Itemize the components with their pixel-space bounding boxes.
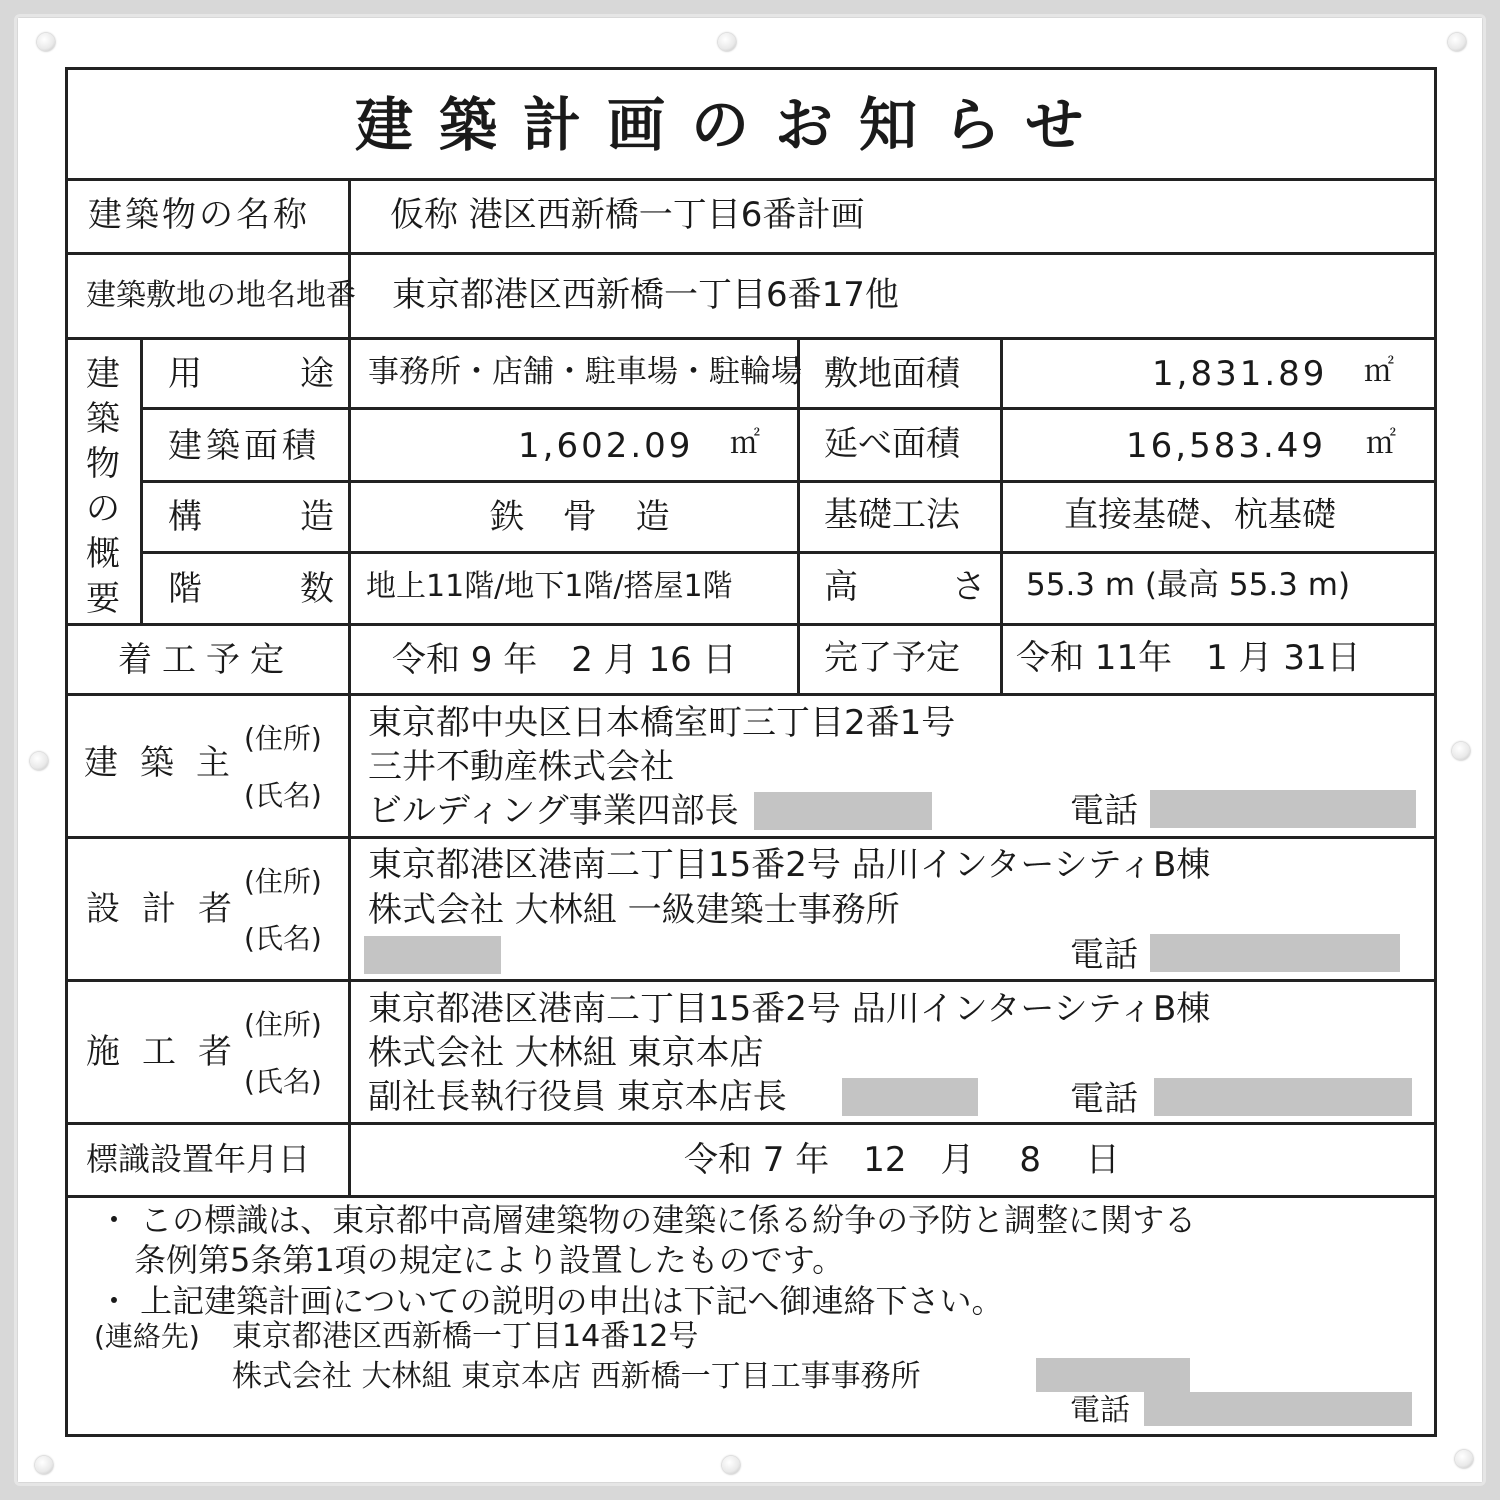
redacted-name (754, 792, 932, 830)
row-divider (65, 979, 1437, 982)
owner-line-1: 東京都中央区日本橋室町三丁目2番1号 (368, 703, 956, 743)
start-value: 令和 9 年 2 月 16 日 (392, 640, 737, 680)
floors-label: 階 数 (168, 569, 366, 609)
structure-label: 構 造 (168, 497, 366, 537)
note-1-line-2: 条例第5条第1項の規定により設置したものです。 (134, 1241, 845, 1279)
building-name-value: 仮称 港区西新橋一丁目6番計画 (390, 195, 865, 235)
redacted-name (364, 936, 501, 974)
rivet (1452, 742, 1470, 760)
overview-label: 建築物の概要 (86, 354, 120, 619)
contact-phone-label: 電話 (1070, 1393, 1130, 1428)
constructor-address-tag: (住所) (244, 1008, 322, 1041)
designer-name-tag: (氏名) (244, 922, 322, 955)
sign-date-value: 令和 7 年 12 月 8 日 (684, 1140, 1120, 1180)
site-area-unit: ㎡ (1364, 354, 1394, 389)
site-area-value: 1,831.89 (1152, 354, 1328, 394)
row-divider (140, 551, 1437, 554)
redacted-phone (1154, 1078, 1412, 1116)
designer-phone-label: 電話 (1070, 935, 1138, 975)
height-label: 高 さ (824, 567, 1016, 607)
site-address-label: 建築敷地の地名地番 (86, 278, 356, 313)
rivet (1455, 1450, 1473, 1468)
note-2: ・ 上記建築計画についての説明の申出は下記へ御連絡下さい。 (98, 1282, 1004, 1320)
redacted-phone (1150, 790, 1416, 828)
start-label: 着工予定 (118, 640, 294, 680)
row-divider (140, 480, 1437, 483)
rivet (722, 1456, 740, 1474)
redacted-name (1036, 1358, 1190, 1392)
building-area-value: 1,602.09 (518, 426, 694, 466)
row-divider (140, 407, 1437, 410)
completion-value: 令和 11年 1 月 31日 (1016, 638, 1361, 678)
total-floor-area-unit: ㎡ (1366, 426, 1396, 461)
row-divider (65, 693, 1437, 696)
height-value: 55.3 m (最高 55.3 m) (1026, 567, 1351, 603)
row-divider (65, 1195, 1437, 1198)
designer-line-1: 東京都港区港南二丁目15番2号 品川インターシティB棟 (368, 845, 1211, 885)
page-title: 建築計画のお知らせ (355, 91, 1110, 159)
rivet (37, 33, 55, 51)
completion-label: 完了予定 (824, 638, 960, 678)
total-floor-area-value: 16,583.49 (1126, 426, 1327, 466)
designer-line-2: 株式会社 大林組 一級建築士事務所 (368, 890, 900, 930)
row-divider (65, 836, 1437, 839)
redacted-name (842, 1078, 978, 1116)
owner-phone-label: 電話 (1070, 791, 1138, 831)
site-address-value: 東京都港区西新橋一丁目6番17他 (392, 275, 899, 315)
col-divider (797, 337, 800, 693)
contact-organization: 株式会社 大林組 東京本店 西新橋一丁目工事事務所 (232, 1359, 921, 1394)
rivet (718, 33, 736, 51)
rivet (1448, 33, 1466, 51)
designer-address-tag: (住所) (244, 865, 322, 898)
building-area-label: 建築面積 (168, 426, 320, 466)
constructor-line-3: 副社長執行役員 東京本店長 (368, 1077, 787, 1117)
rivet (35, 1456, 53, 1474)
site-area-label: 敷地面積 (824, 354, 960, 394)
note-1-line-1: ・ この標識は、東京都中高層建築物の建築に係る紛争の予防と調整に関する (98, 1201, 1197, 1239)
row-divider (65, 178, 1437, 181)
row-divider (65, 337, 1437, 340)
owner-name-tag: (氏名) (244, 779, 322, 812)
col-divider (140, 337, 143, 623)
row-divider (65, 252, 1437, 255)
row-divider (65, 1122, 1437, 1125)
building-area-unit: ㎡ (730, 426, 760, 461)
col-divider (348, 178, 351, 1195)
owner-line-2: 三井不動産株式会社 (368, 747, 674, 787)
foundation-label: 基礎工法 (824, 495, 960, 535)
constructor-line-1: 東京都港区港南二丁目15番2号 品川インターシティB棟 (368, 989, 1211, 1029)
floors-value: 地上11階/地下1階/搭屋1階 (366, 569, 733, 604)
contact-address: 東京都港区西新橋一丁目14番12号 (232, 1319, 699, 1354)
owner-line-3: ビルディング事業四部長 (368, 791, 739, 831)
constructor-label: 施工者 (86, 1032, 254, 1072)
designer-label: 設計者 (86, 889, 254, 929)
constructor-phone-label: 電話 (1070, 1079, 1138, 1119)
redacted-phone (1150, 934, 1400, 972)
owner-address-tag: (住所) (244, 722, 322, 755)
building-name-label: 建築物の名称 (88, 195, 310, 235)
foundation-value: 直接基礎、杭基礎 (1064, 495, 1336, 535)
rivet (30, 752, 48, 770)
col-divider (1000, 337, 1003, 693)
owner-label: 建築主 (84, 743, 252, 783)
sign-date-label: 標識設置年月日 (86, 1140, 311, 1178)
contact-label: (連絡先) (94, 1320, 200, 1353)
use-value: 事務所・店舗・駐車場・駐輪場 (368, 354, 802, 390)
total-floor-area-label: 延べ面積 (824, 424, 960, 464)
constructor-line-2: 株式会社 大林組 東京本店 (368, 1033, 764, 1073)
row-divider (65, 623, 1437, 626)
structure-value: 鉄 骨 造 (490, 497, 684, 537)
constructor-name-tag: (氏名) (244, 1065, 322, 1098)
redacted-phone (1144, 1392, 1412, 1426)
use-label: 用 途 (168, 354, 366, 394)
